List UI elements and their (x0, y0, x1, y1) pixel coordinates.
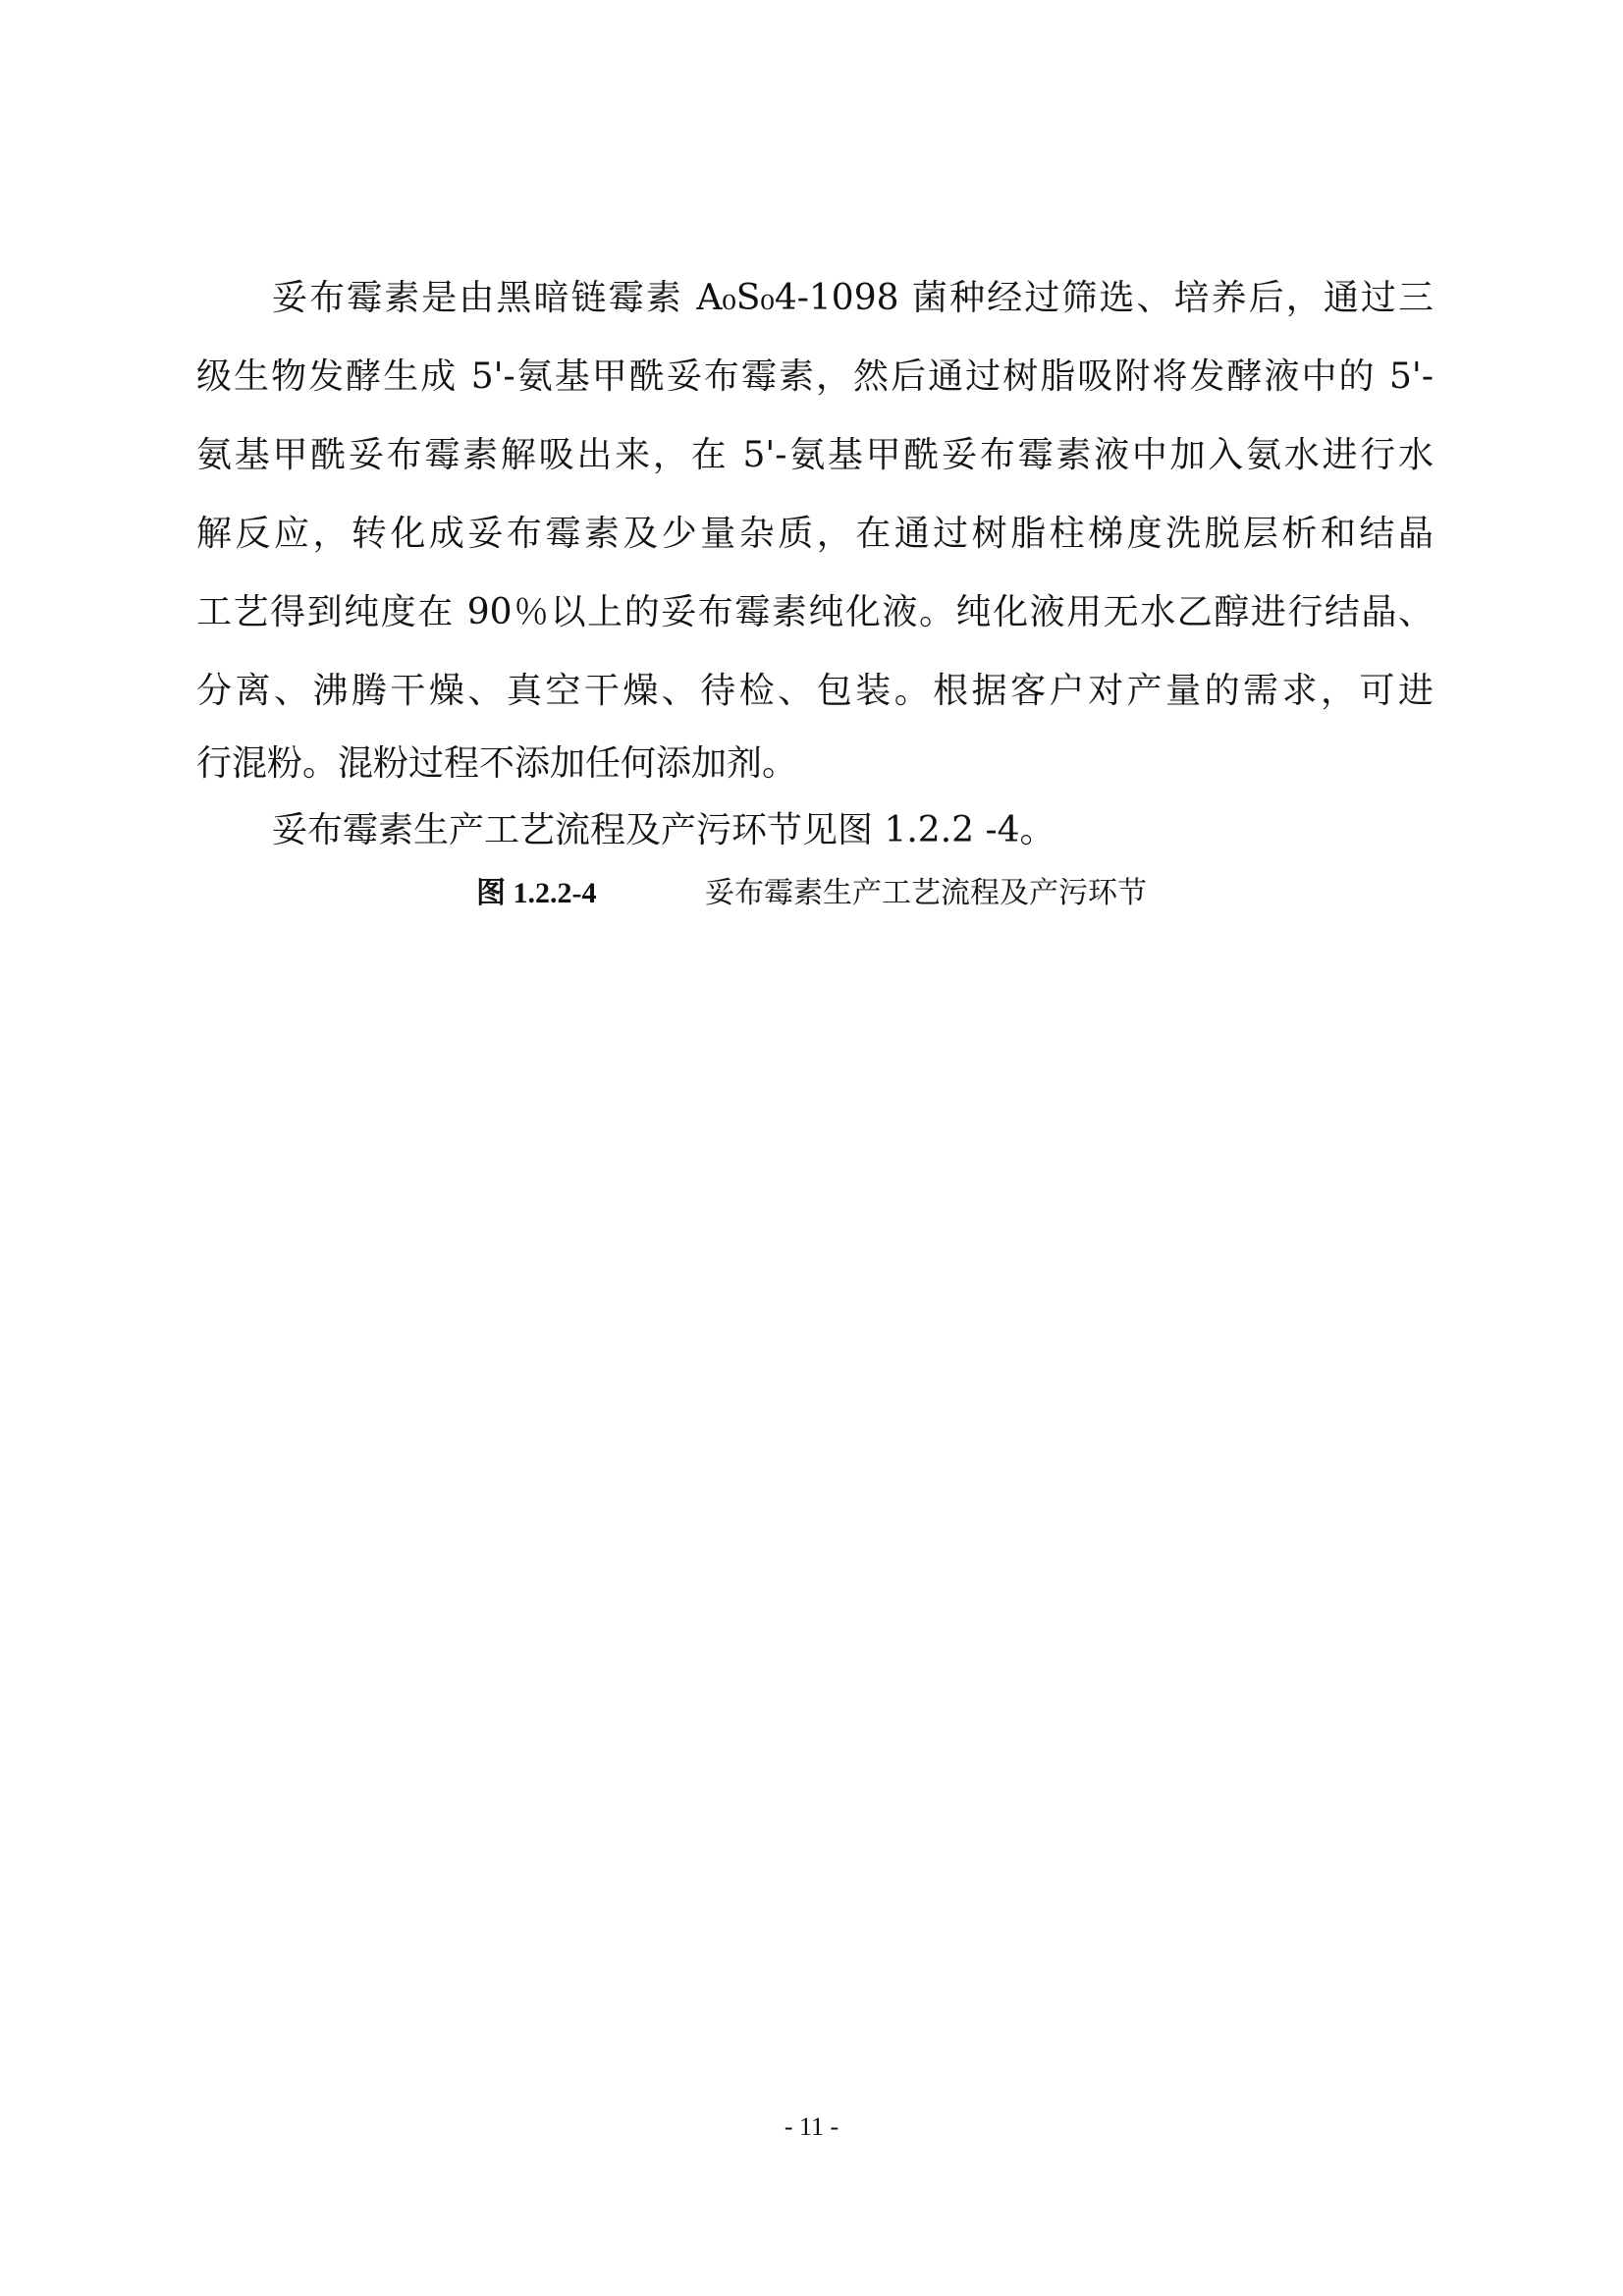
page-number: - 11 - (784, 2112, 839, 2141)
paragraph-1-line-1: 妥布霉素是由黑暗链霉素 A₀S₀4-1098 菌种经过筛选、培养后，通过三 (272, 278, 1434, 318)
figure-title: 妥布霉素生产工艺流程及产污环节 (704, 876, 1147, 910)
paragraph-1-line-4: 解反应，转化成妥布霉素及少量杂质，在通过树脂柱梯度洗脱层析和结晶 (196, 514, 1434, 554)
figure-number: 图 1.2.2-4 (476, 877, 597, 909)
paragraph-1-line-3: 氨基甲酰妥布霉素解吸出来，在 5'-氨基甲酰妥布霉素液中加入氨水进行水 (196, 435, 1434, 475)
paragraph-1-line-7: 行混粉。混粉过程不添加任何添加剂。 (196, 743, 798, 784)
figure-caption (0, 874, 1623, 913)
paragraph-2: 妥布霉素生产工艺流程及产污环节见图 1.2.2 -4。 (272, 810, 1055, 850)
paragraph-1-line-2: 级生物发酵生成 5'-氨基甲酰妥布霉素，然后通过树脂吸附将发酵液中的 5'- (196, 356, 1434, 397)
paragraph-1-line-5: 工艺得到纯度在 90％以上的妥布霉素纯化液。纯化液用无水乙醇进行结晶、 (196, 592, 1434, 632)
paragraph-1-line-6: 分离、沸腾干燥、真空干燥、待检、包装。根据客户对产量的需求，可进 (196, 671, 1434, 711)
